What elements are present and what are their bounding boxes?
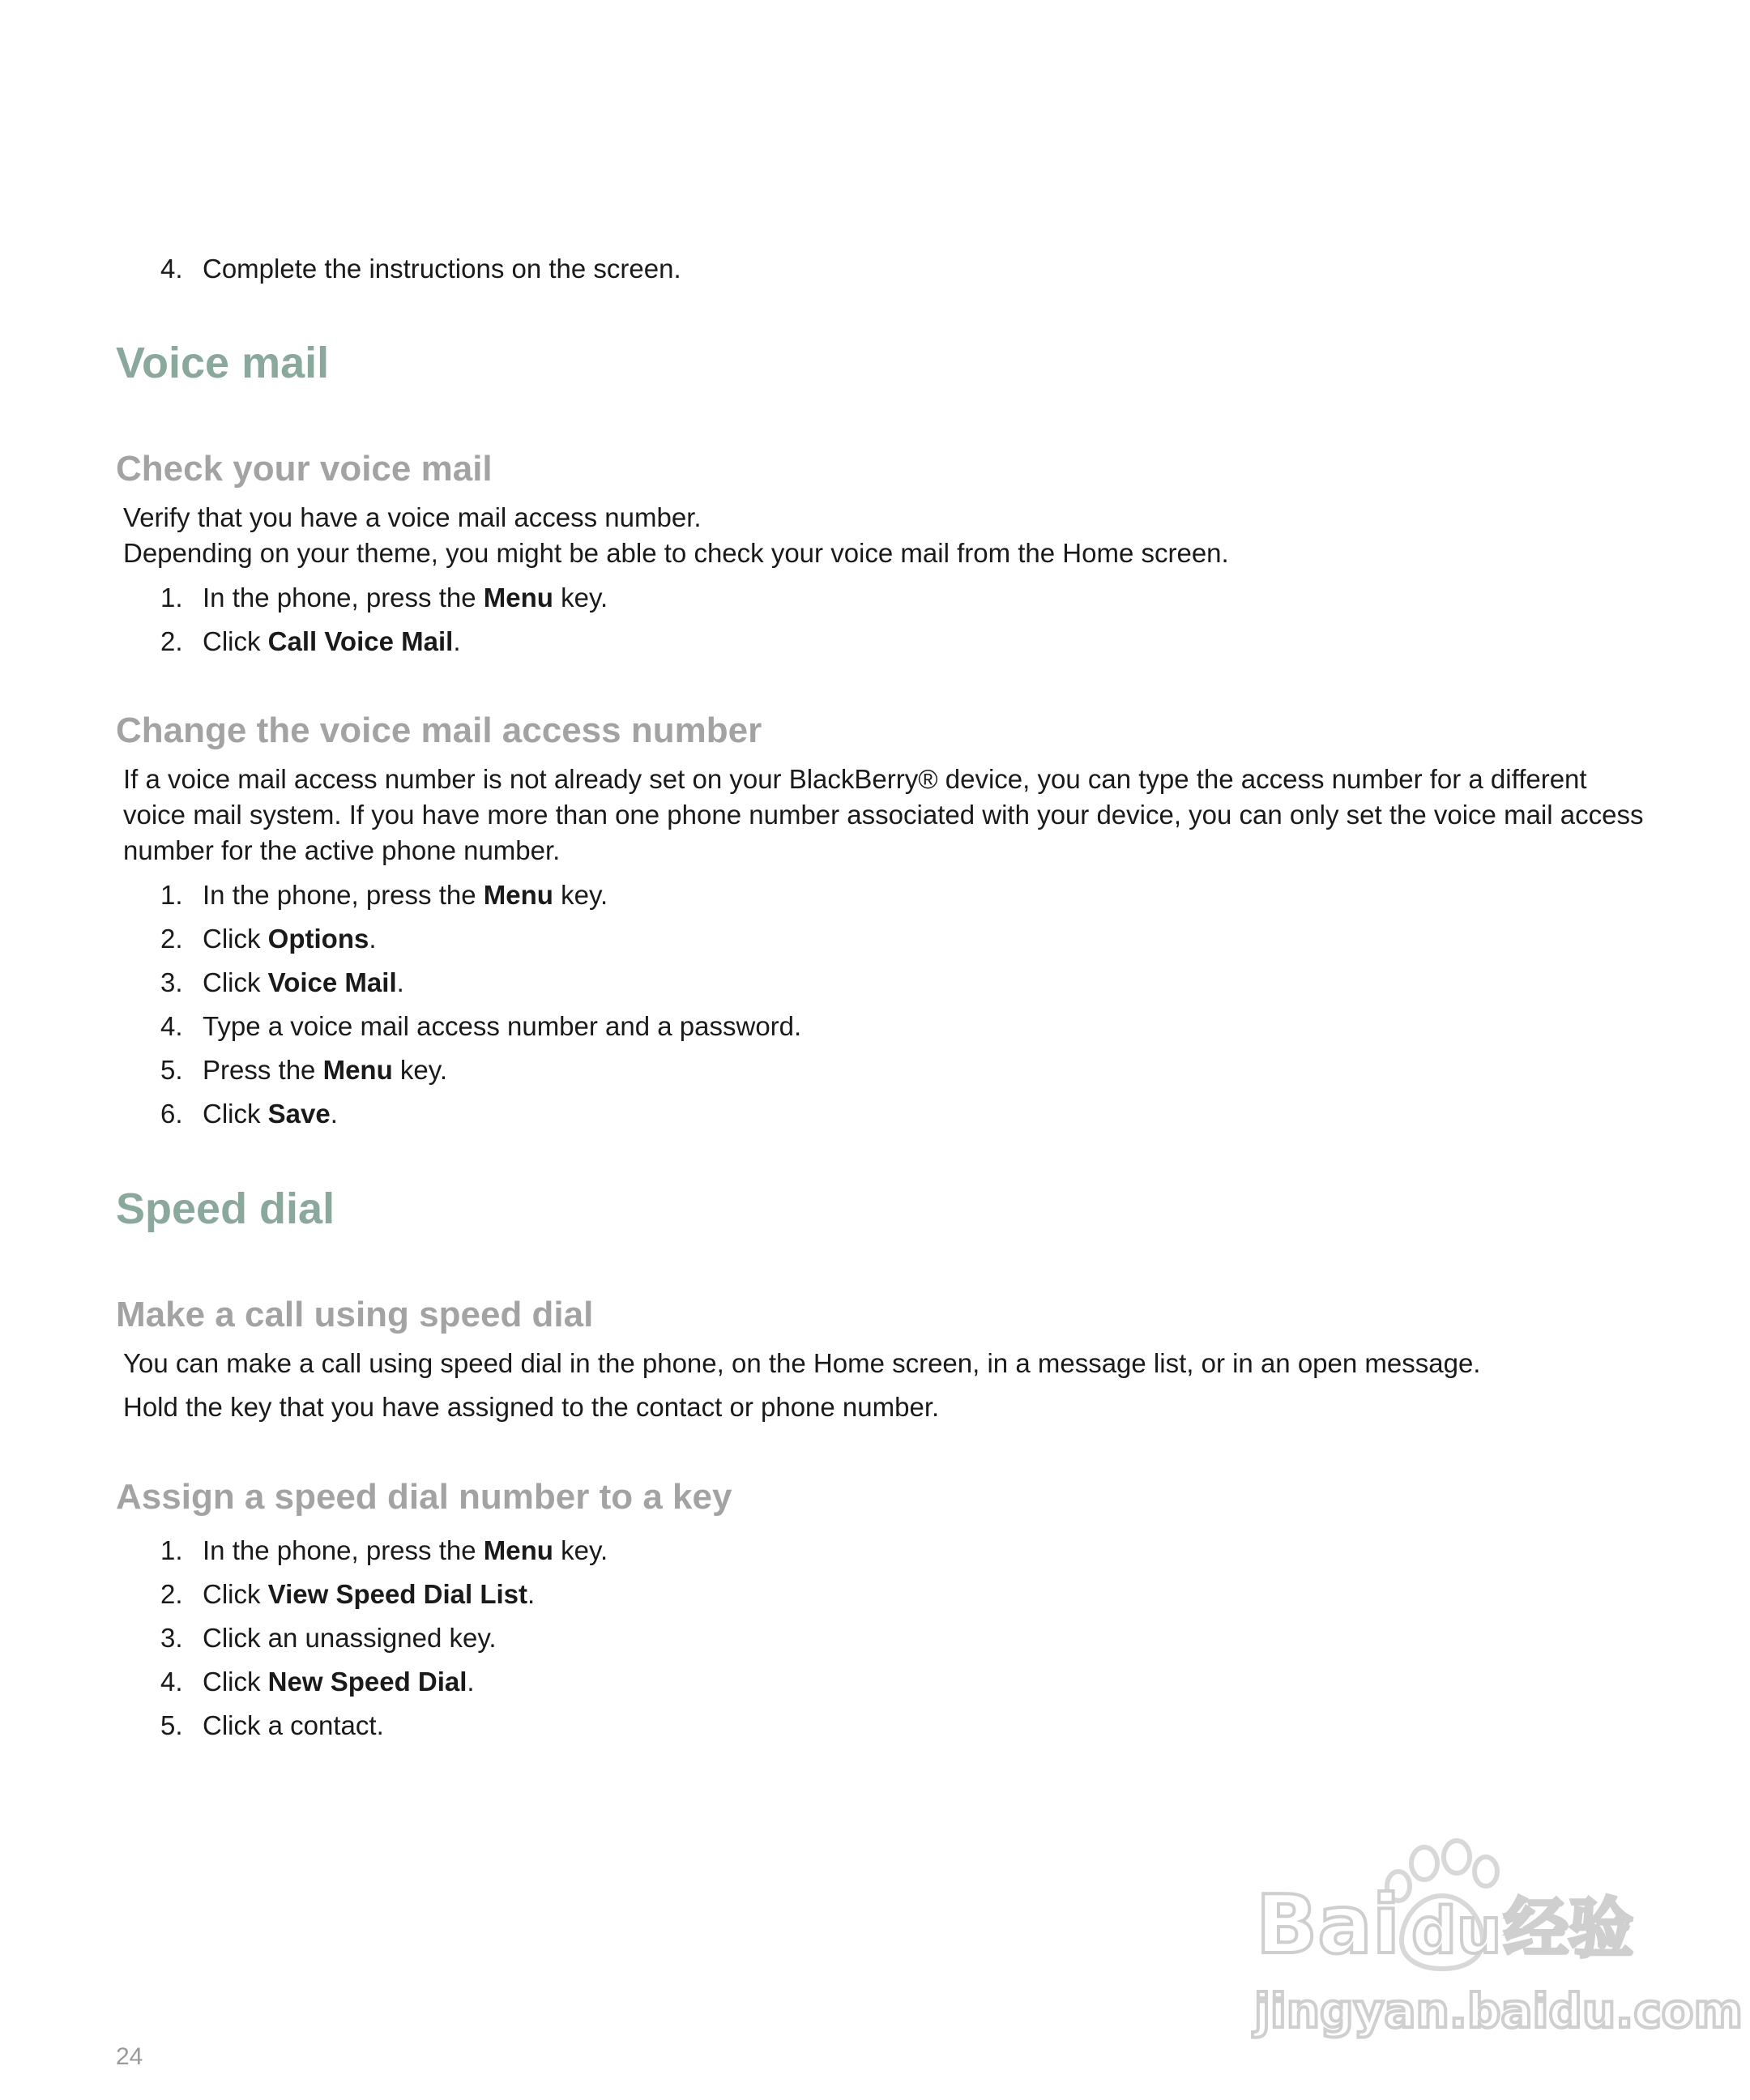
list-item	[160, 1054, 447, 1086]
step-text-end: .	[396, 967, 404, 997]
paragraph: Hold the key that you have assigned to the contact or phone number.	[123, 1392, 940, 1422]
list-item	[160, 1709, 384, 1742]
baidu-watermark-logo	[1240, 1839, 1743, 2042]
step-number: 2.	[160, 924, 183, 954]
step-text: Click	[203, 1579, 268, 1609]
step-text: Type a voice mail access number and a password.	[203, 1011, 802, 1041]
step-number: 5.	[160, 1710, 183, 1740]
step-number: 3.	[160, 967, 183, 997]
step-bold: Menu	[483, 583, 553, 612]
step-number: 6.	[160, 1099, 183, 1129]
step-text-end: key.	[392, 1055, 447, 1085]
step-text: In the phone, press the	[203, 880, 484, 910]
step-number: 5.	[160, 1055, 183, 1085]
step-text: Click	[203, 967, 268, 997]
list-item	[160, 582, 608, 614]
step-text: Click	[203, 626, 268, 656]
step-number: 2.	[160, 626, 183, 656]
step-number: 2.	[160, 1579, 183, 1609]
step-text: Click an unassigned key.	[203, 1623, 497, 1653]
step-bold: Menu	[483, 1535, 553, 1565]
list-item	[160, 625, 460, 658]
step-text: Click a contact.	[203, 1710, 384, 1740]
step-bold: Save	[267, 1099, 331, 1129]
list-item	[160, 1622, 497, 1654]
step-text-end: .	[527, 1579, 536, 1609]
list-item	[160, 1534, 608, 1567]
list-item	[160, 1666, 475, 1698]
step-number: 4.	[160, 1667, 183, 1697]
list-item	[160, 1578, 535, 1611]
step-text-end: .	[453, 626, 461, 656]
step-text-end: .	[330, 1099, 338, 1129]
list-item	[160, 923, 377, 955]
section-title-voice-mail: Voice mail	[116, 339, 330, 387]
step-number: 4.	[160, 254, 183, 284]
svg-text:Bai: Bai	[1256, 1877, 1400, 1972]
page-number: 24	[116, 2043, 143, 2070]
step-bold: Voice Mail	[267, 967, 397, 997]
heading-change-access-number: Change the voice mail access number	[116, 711, 762, 750]
step-number: 1.	[160, 1535, 183, 1565]
step-bold: Options	[267, 924, 369, 954]
step-text-end: key.	[553, 880, 608, 910]
step-bold: Menu	[483, 880, 553, 910]
paragraph: Depending on your theme, you might be able to check your voice mail from the Home screen.	[123, 538, 1229, 568]
list-item	[160, 967, 404, 999]
step-text: Press the	[203, 1055, 323, 1085]
heading-assign-speed-dial: Assign a speed dial number to a key	[116, 1477, 732, 1517]
step-text-end: key.	[553, 1535, 608, 1565]
step-text: Complete the instructions on the screen.	[203, 254, 681, 284]
step-number: 1.	[160, 880, 183, 910]
section-title-speed-dial: Speed dial	[116, 1184, 335, 1233]
step-text: Click	[203, 1667, 268, 1697]
step-bold: New Speed Dial	[267, 1667, 467, 1697]
paragraph: If a voice mail access number is not already set on your BlackBerry® device, you can type the access number for a different voice mail system. If you have more than one phone number associated with your device, you can only set the voice mail access number for the active phone number.	[123, 764, 1644, 865]
heading-check-voice-mail: Check your voice mail	[116, 449, 493, 489]
step-text-end: key.	[553, 583, 608, 612]
heading-make-call-speed-dial: Make a call using speed dial	[116, 1295, 594, 1334]
step-number: 4.	[160, 1011, 183, 1041]
step-text: In the phone, press the	[203, 1535, 484, 1565]
step-bold: Menu	[322, 1055, 393, 1085]
step-text: Click	[203, 924, 268, 954]
intro-step	[160, 253, 681, 285]
step-bold: Call Voice Mail	[267, 626, 454, 656]
step-text: Click	[203, 1099, 268, 1129]
step-number: 3.	[160, 1623, 183, 1653]
step-number: 1.	[160, 583, 183, 612]
list-item	[160, 879, 608, 911]
svg-text:经验: 经验	[1504, 1891, 1633, 1966]
step-text-end: .	[467, 1667, 475, 1697]
step-text: In the phone, press the	[203, 583, 484, 612]
step-text-end: .	[369, 924, 377, 954]
list-item	[160, 1098, 338, 1130]
svg-text:du: du	[1411, 1895, 1502, 1968]
step-bold: View Speed Dial List	[267, 1579, 528, 1609]
paragraph: Verify that you have a voice mail access number.	[123, 502, 702, 532]
paragraph: You can make a call using speed dial in the phone, on the Home screen, in a message list, or in an open message.	[123, 1348, 1481, 1378]
svg-text:jingyan.baidu.com: jingyan.baidu.com	[1254, 1983, 1743, 2038]
list-item	[160, 1010, 801, 1043]
